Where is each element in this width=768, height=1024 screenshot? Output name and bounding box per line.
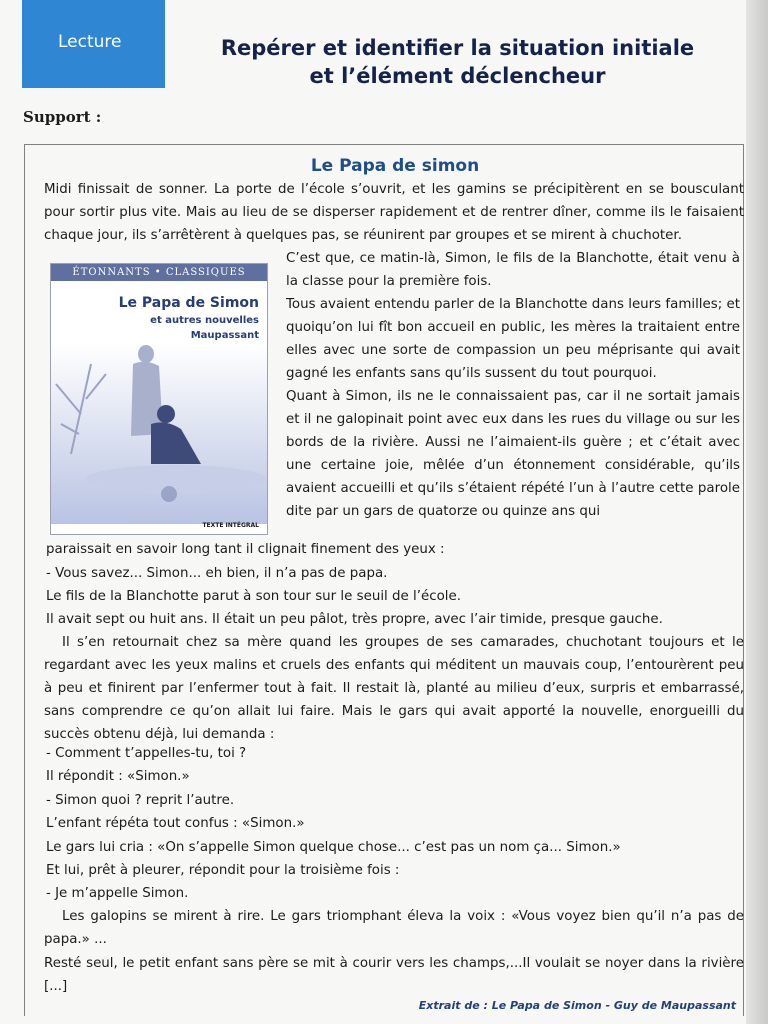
text-title: Le Papa de simon <box>310 156 480 176</box>
right-paragraph: C’est que, ce matin-là, Simon, le fils de la Blanchotte, était venu à la classe pour la première fois. <box>286 251 740 289</box>
dialogue-line: Il répondit : «Simon.» <box>46 769 190 784</box>
source-citation: Extrait de : Le Papa de Simon - Guy de Maupassant <box>418 999 736 1012</box>
page-edge <box>746 0 768 1024</box>
right-paragraph: Tous avaient entendu parler de la Blanchotte dans leurs familles; et quoiqu’on lui fît bon accueil en public, les mères la traitaient entre elles avec une sorte de compassion un peu méprisante qui avait gagné les enfants sans qu’ils sussent du tout pourquoi. <box>286 297 740 381</box>
dialogue-line: - Je m’appelle Simon. <box>46 886 189 901</box>
page-title <box>175 34 740 90</box>
cover-title: Le Papa de Simon <box>118 295 259 311</box>
right-paragraph: Quant à Simon, ils ne le connaissaient pas, car il ne sortait jamais et il ne galopinait point avec eux dans les rues du village ou sur les bords de la rivière. Aussi ne l’aimaient-ils guère ; et c’était avec une certaine joie, mêlée d’un étonnement considérable, qu’ils avaient accueilli et qu’ils s’étaient répété l’un à l’autre cette parole dite par un gars de quatorze ou quinze ans qui <box>286 389 740 519</box>
section-tag-label: Lecture <box>58 32 122 52</box>
dialogue-line: Et lui, prêt à pleurer, répondit pour la troisième fois : <box>46 863 400 878</box>
dialogue-line: L’enfant répéta tout confus : «Simon.» <box>46 816 305 831</box>
support-label: Support : <box>23 108 102 126</box>
paragraph-ending: Resté seul, le petit enfant sans père se mit à courir vers les champs,...Il voulait se noyer dans la rivière [...] <box>44 956 744 994</box>
text-line: Le fils de la Blanchotte parut à son tour sur le seuil de l’école. <box>46 589 462 604</box>
page-title-line-1: Repérer et identifier la situation initiale <box>220 36 695 60</box>
paragraph-encircle: Il s’en retournait chez sa mère quand les groupes de ses camarades, chuchotant toujours et le regardant avec les yeux malins et cruels des enfants qui méditent un mauvais coup, l’entourèrent peu à peu et finirent par l’enfermer tout à fait. Il restait là, planté au milieu d’eux, surpris et embarrassé, sans comprendre ce qu’on allait lui faire. Mais le gars qui avait apporté la nouvelle, enorgueilli du succès obtenu déjà, lui demanda : <box>44 635 744 742</box>
book-cover-image <box>50 263 268 535</box>
intro-paragraph: Midi finissait de sonner. La porte de l’école s’ouvrit, et les gamins se précipitèrent en se bousculant pour sortir plus vite. Mais au lieu de se disperser rapidement et de rentrer dîner, comme ils le faisaient chaque jour, ils s’arrêtèrent à quelques pas, se réunirent par groupes et se mirent à chuchoter. <box>44 182 744 243</box>
cover-author: Maupassant <box>190 330 259 341</box>
cover-series-band: ÉTONNANTS • CLASSIQUES <box>51 264 267 281</box>
dialogue-line: Le gars lui cria : «On s’appelle Simon quelque chose... c’est pas un nom ça... Simon.» <box>46 840 621 855</box>
text-line: - Vous savez... Simon... eh bien, il n’a pas de papa. <box>46 566 388 581</box>
section-tag <box>22 0 165 88</box>
dialogue-line: - Simon quoi ? reprit l’autre. <box>46 793 235 808</box>
cover-illustration <box>51 344 267 524</box>
right-column-text <box>286 247 740 523</box>
cover-footer: TEXTE INTÉGRAL <box>202 522 259 529</box>
text-line: Il avait sept ou huit ans. Il était un peu pâlot, très propre, avec l’air timide, presque gauche. <box>46 612 663 627</box>
text-line: paraissait en savoir long tant il clignait finement des yeux : <box>46 542 445 557</box>
page-title-line-2: et l’élément déclencheur <box>309 64 606 88</box>
cover-subtitle: et autres nouvelles <box>150 315 259 326</box>
paragraph-laughter: Les galopins se mirent à rire. Le gars triomphant éleva la voix : «Vous voyez bien qu’il n’a pas de papa.» ... <box>44 909 744 947</box>
dialogue-line: - Comment t’appelles-tu, toi ? <box>46 746 247 761</box>
